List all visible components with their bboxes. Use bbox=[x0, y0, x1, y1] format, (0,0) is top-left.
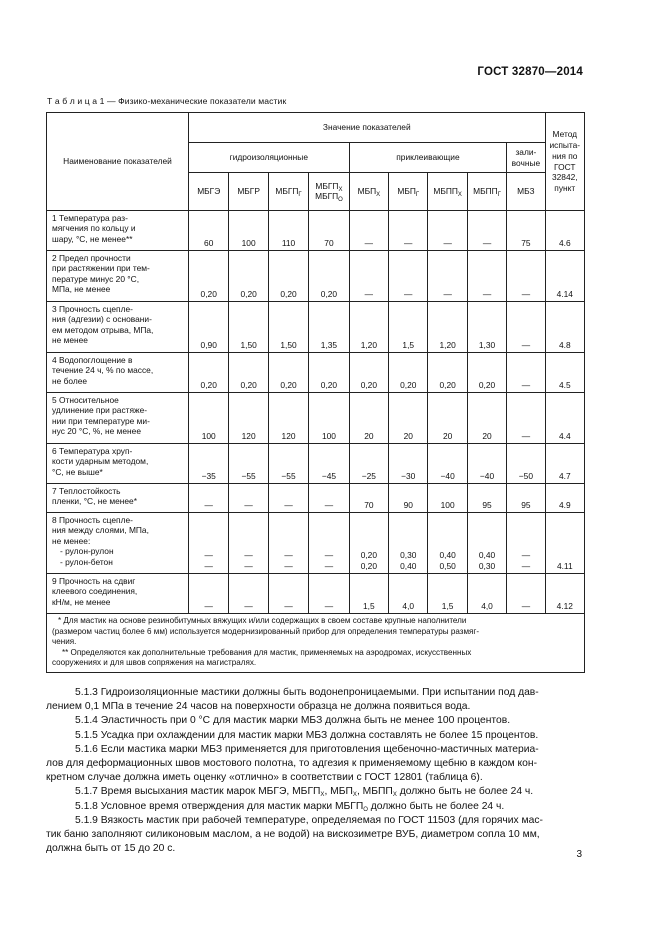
grade-header: МБГЭ bbox=[189, 173, 229, 211]
grade-header: $МБГП_Г$ bbox=[268, 173, 308, 211]
value-cell: — — bbox=[189, 513, 229, 574]
row-label: 8 Прочность сцепле- ния между слоями, МПа, не менее: - рулон-рулон - рулон-бетон bbox=[47, 513, 189, 574]
paragraph-5-1-7: 5.1.7 Время высыхания мастик марок МБГЭ, $МБГП_Х$, $МБП_Х$, $МБПП_Х$ должно быть не более 24 ч. bbox=[75, 786, 534, 799]
value-cell: 90 bbox=[389, 484, 428, 513]
value-cell: 0,20 0,20 bbox=[349, 513, 388, 574]
method-cell: 4.8 bbox=[545, 302, 584, 353]
paragraph-5-1-6-cont: лов для деформационных швов мостового полотна, то адгезия к применяемому щебню в каждом кон- bbox=[46, 758, 537, 770]
value-cell: 0,20 bbox=[268, 251, 308, 302]
value-cell: — bbox=[467, 251, 506, 302]
paragraph-5-1-3: 5.1.3 Гидроизоляционные мастики должны быть водонепроницаемыми. При испытании под дав- bbox=[75, 687, 539, 698]
value-cell: 4,0 bbox=[389, 574, 428, 614]
row-label: 7 Теплостойкость пленки, °С, не менее* bbox=[47, 484, 189, 513]
table-caption: Т а б л и ц а 1 — Физико-механические показатели мастик bbox=[47, 96, 287, 106]
grade-header: $МБПП_Х$ bbox=[428, 173, 467, 211]
paragraph-5-1-6: 5.1.6 Если мастика марки МБЗ применяется для приготовления щебеночно-мастичных материа- bbox=[75, 743, 539, 755]
method-cell: 4.5 bbox=[545, 353, 584, 393]
paragraph-5-1-4: 5.1.4 Эластичность при 0 °С для мастик марки МБЗ должна быть не менее 100 процентов. bbox=[75, 715, 511, 727]
method-cell: 4.11 bbox=[545, 513, 584, 574]
value-cell: 0,20 bbox=[189, 251, 229, 302]
value-cell: 4,0 bbox=[467, 574, 506, 614]
value-cell: 1,50 bbox=[229, 302, 268, 353]
value-cell: 0,20 bbox=[309, 353, 349, 393]
row-label: 3 Прочность сцепле- ния (адгезии) с основани- ем методом отрыва, МПа, не менее bbox=[47, 302, 189, 353]
header-method-col: Метод испыта- ния по ГОСТ 32842, пункт bbox=[545, 113, 584, 211]
value-cell: 100 bbox=[229, 211, 268, 251]
value-cell: 120 bbox=[229, 393, 268, 444]
value-cell: — — bbox=[268, 513, 308, 574]
value-cell: 0,20 bbox=[229, 353, 268, 393]
value-cell: 0,20 bbox=[389, 353, 428, 393]
value-cell: 0,40 0,30 bbox=[467, 513, 506, 574]
value-cell: — bbox=[389, 251, 428, 302]
value-cell: 0,40 0,50 bbox=[428, 513, 467, 574]
table-row bbox=[47, 484, 585, 513]
value-cell: −55 bbox=[229, 444, 268, 484]
value-cell: 95 bbox=[507, 484, 545, 513]
value-cell: — bbox=[268, 574, 308, 614]
row-label: 2 Предел прочности при растяжении при тем- пературе минус 20 °С, МПа, не менее bbox=[47, 251, 189, 302]
header-group-adhesive: приклеивающие bbox=[349, 143, 507, 173]
value-cell: — bbox=[428, 251, 467, 302]
value-cell: 1,5 bbox=[428, 574, 467, 614]
value-cell: 60 bbox=[189, 211, 229, 251]
value-cell: 20 bbox=[428, 393, 467, 444]
body-text bbox=[46, 686, 585, 856]
value-cell: — bbox=[507, 353, 545, 393]
header-value-group: Значение показателей bbox=[189, 113, 546, 143]
header-group-waterproof: гидроизоляционные bbox=[189, 143, 350, 173]
value-cell: 120 bbox=[268, 393, 308, 444]
standard-header: ГОСТ 32870—2014 bbox=[477, 66, 583, 78]
value-cell: 1,5 bbox=[389, 302, 428, 353]
paragraph-5-1-9-cont: тик баню заполняют силиконовым маслом, а не водой) на вискозиметре ВУБ, диаметром сопла 10 мм, bbox=[46, 829, 540, 841]
value-cell: — bbox=[428, 211, 467, 251]
value-cell: 1,20 bbox=[349, 302, 388, 353]
value-cell: — bbox=[229, 574, 268, 614]
value-cell: 1,20 bbox=[428, 302, 467, 353]
row-label: 9 Прочность на сдвиг клеевого соединения, кН/м, не менее bbox=[47, 574, 189, 614]
method-cell: 4.7 bbox=[545, 444, 584, 484]
grade-header: МБГР bbox=[229, 173, 268, 211]
value-cell: −35 bbox=[189, 444, 229, 484]
grade-header: $МБП_Г$ bbox=[389, 173, 428, 211]
row-label: 5 Относительное удлинение при растяже- нии при температуре ми- нус 20 °С, %, не менее bbox=[47, 393, 189, 444]
value-cell: 20 bbox=[349, 393, 388, 444]
value-cell: — bbox=[189, 574, 229, 614]
grade-header: $МБП_Х$ bbox=[349, 173, 388, 211]
value-cell: 100 bbox=[309, 393, 349, 444]
value-cell: 100 bbox=[428, 484, 467, 513]
value-cell: 75 bbox=[507, 211, 545, 251]
value-cell: −30 bbox=[389, 444, 428, 484]
value-cell: — bbox=[507, 302, 545, 353]
value-cell: −45 bbox=[309, 444, 349, 484]
value-cell: — bbox=[189, 484, 229, 513]
paragraph-5-1-5: 5.1.5 Усадка при охлаждении для мастик марки МБЗ должна составлять не более 15 процентов. bbox=[75, 729, 539, 741]
value-cell: — — bbox=[309, 513, 349, 574]
value-cell: 1,30 bbox=[467, 302, 506, 353]
value-cell: — bbox=[309, 484, 349, 513]
value-cell: −40 bbox=[428, 444, 467, 484]
grade-header: $МБГП_Х$ $МБГП_О$ bbox=[309, 173, 349, 211]
value-cell: — bbox=[507, 251, 545, 302]
value-cell: 0,20 bbox=[189, 353, 229, 393]
value-cell: −25 bbox=[349, 444, 388, 484]
header-group-filling: зали- вочные bbox=[507, 143, 545, 173]
value-cell: 1,5 bbox=[349, 574, 388, 614]
value-cell: 1,35 bbox=[309, 302, 349, 353]
table-row bbox=[47, 302, 585, 353]
row-label: 1 Температура раз- мягчения по кольцу и шару, °С, не менее** bbox=[47, 211, 189, 251]
value-cell: — bbox=[507, 393, 545, 444]
value-cell: 110 bbox=[268, 211, 308, 251]
value-cell: 20 bbox=[389, 393, 428, 444]
value-cell: — bbox=[507, 574, 545, 614]
paragraph-5-1-9: 5.1.9 Вязкость мастик при рабочей температуре, определяемая по ГОСТ 11503 (для горячих мас- bbox=[75, 814, 543, 826]
value-cell: — bbox=[349, 251, 388, 302]
method-cell: 4.4 bbox=[545, 393, 584, 444]
table-row bbox=[47, 574, 585, 614]
table-row bbox=[47, 211, 585, 251]
value-cell: 0,20 bbox=[349, 353, 388, 393]
row-label: 6 Температура хруп- кости ударным методом, °С, не выше* bbox=[47, 444, 189, 484]
value-cell: −40 bbox=[467, 444, 506, 484]
value-cell: — bbox=[389, 211, 428, 251]
value-cell: 0,20 bbox=[229, 251, 268, 302]
value-cell: — bbox=[268, 484, 308, 513]
value-cell: 100 bbox=[189, 393, 229, 444]
value-cell: — bbox=[467, 211, 506, 251]
table-row bbox=[47, 513, 585, 574]
page-number: 3 bbox=[576, 849, 582, 860]
value-cell: 0,90 bbox=[189, 302, 229, 353]
method-cell: 4.6 bbox=[545, 211, 584, 251]
value-cell: 1,50 bbox=[268, 302, 308, 353]
value-cell: 0,30 0,40 bbox=[389, 513, 428, 574]
method-cell: 4.14 bbox=[545, 251, 584, 302]
table-row bbox=[47, 444, 585, 484]
footnotes: * Для мастик на основе резинобитумных вяжущих и/или содержащих в своем составе крупные наполнители (размером частиц более 6 мм) используется модернизированный прибор для определения температуры размяг- чения. ** Определяются как дополнительные требования для мастик, применяемых на аэродромах, искусственных сооружениях и для швов сопряжения на магистралях. bbox=[47, 614, 585, 673]
value-cell: — — bbox=[507, 513, 545, 574]
properties-table bbox=[46, 112, 585, 673]
header-name-col: Наименование показателей bbox=[47, 113, 189, 211]
value-cell: — — bbox=[229, 513, 268, 574]
paragraph-5-1-3-cont: лением 0,1 МПа в течение 24 часов на поверхности образца не должна появиться вода. bbox=[46, 701, 471, 713]
value-cell: 0,20 bbox=[309, 251, 349, 302]
paragraph-5-1-6-cont: кретном случае должна иметь оценку «отлично» в соответствии с ГОСТ 12801 (таблица 6). bbox=[46, 772, 483, 784]
table-row bbox=[47, 393, 585, 444]
footnote-row bbox=[47, 614, 585, 673]
value-cell: 70 bbox=[349, 484, 388, 513]
value-cell: 0,20 bbox=[268, 353, 308, 393]
value-cell: — bbox=[349, 211, 388, 251]
value-cell: 20 bbox=[467, 393, 506, 444]
value-cell: — bbox=[309, 574, 349, 614]
value-cell: 70 bbox=[309, 211, 349, 251]
grade-header: МБЗ bbox=[507, 173, 545, 211]
method-cell: 4.9 bbox=[545, 484, 584, 513]
grade-header: $МБПП_Г$ bbox=[467, 173, 506, 211]
paragraph-5-1-8: 5.1.8 Условное время отверждения для мастик марки $МБГП_О$ должно быть не более 24 ч. bbox=[75, 800, 505, 813]
value-cell: 0,20 bbox=[467, 353, 506, 393]
table-row bbox=[47, 353, 585, 393]
value-cell: 95 bbox=[467, 484, 506, 513]
value-cell: — bbox=[229, 484, 268, 513]
table-row bbox=[47, 251, 585, 302]
paragraph-5-1-9-cont: должна быть от 15 до 20 с. bbox=[46, 843, 176, 855]
method-cell: 4.12 bbox=[545, 574, 584, 614]
value-cell: 0,20 bbox=[428, 353, 467, 393]
value-cell: −55 bbox=[268, 444, 308, 484]
value-cell: −50 bbox=[507, 444, 545, 484]
row-label: 4 Водопоглощение в течение 24 ч, % по массе, не более bbox=[47, 353, 189, 393]
